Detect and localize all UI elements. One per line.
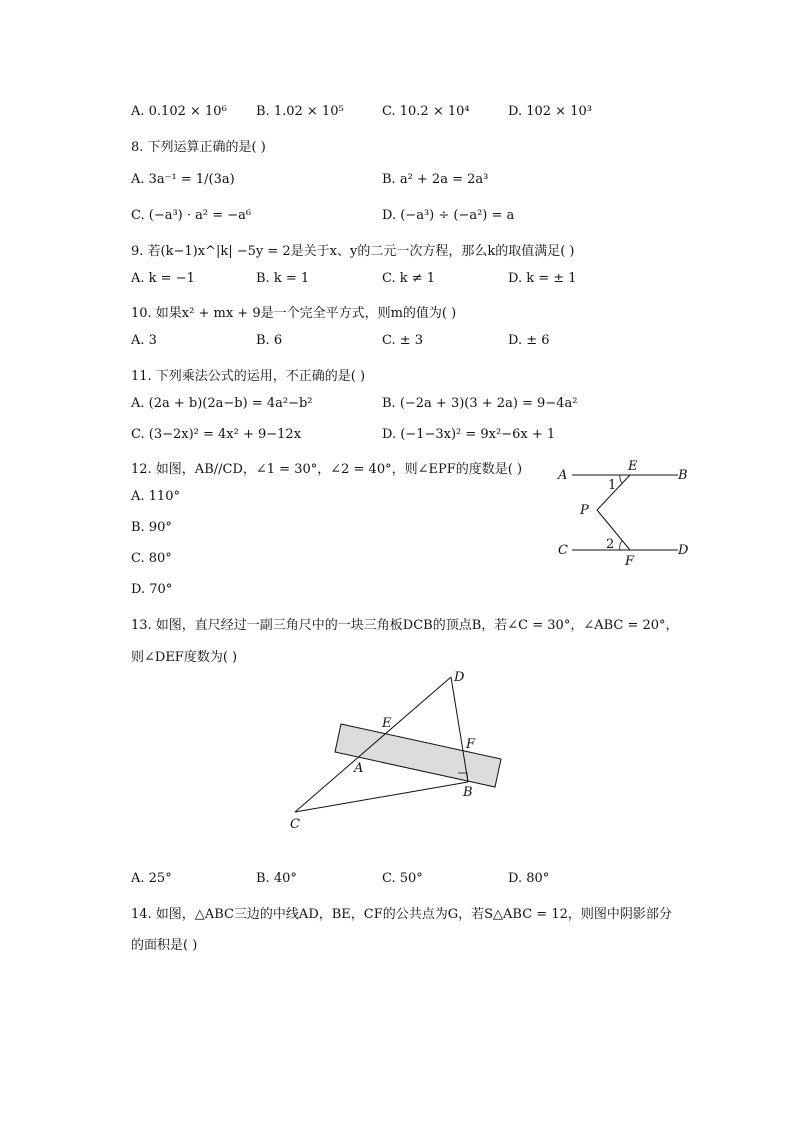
q14-stem-line2: 的面积是( ) xyxy=(131,938,198,953)
q14-stem-line1: 14. 如图，△ABC三边的中线AD，BE，CF的公共点为G，若S△ABC = 12，则图中阴影部分 xyxy=(131,907,672,922)
q11-stem: 11. 下列乘法公式的运用，不正确的是( ) xyxy=(131,369,366,384)
q12-option-a: A. 110° xyxy=(131,489,180,504)
q12-stem: 12. 如图，AB//CD，∠1 = 30°，∠2 = 40°，则∠EPF的度数是( ) xyxy=(131,462,523,477)
q10-option-c: C. ± 3 xyxy=(382,333,424,348)
q13-option-c: C. 50° xyxy=(382,871,423,886)
label-D: D xyxy=(678,543,689,558)
q7-option-d: D. 102 × 10³ xyxy=(508,104,592,119)
label-D: D xyxy=(454,670,465,685)
q8-option-b: B. a² + 2a = 2a³ xyxy=(382,172,489,187)
q12-figure xyxy=(550,455,700,575)
q10-option-a: A. 3 xyxy=(131,333,157,348)
label-A: A xyxy=(558,468,568,483)
label-F: F xyxy=(466,737,476,752)
label-E: E xyxy=(382,716,392,731)
label-E: E xyxy=(628,459,638,474)
q11-option-a: A. (2a + b)(2a−b) = 4a²−b² xyxy=(131,396,313,411)
q12-option-d: D. 70° xyxy=(131,582,173,597)
q10-option-d: D. ± 6 xyxy=(508,333,550,348)
q9-stem: 9. 若(k−1)x^|k| −5y = 2是关于x、y的二元一次方程，那么k的取值满足( ) xyxy=(131,244,575,259)
angle-2-arc xyxy=(620,541,622,550)
q8-stem: 8. 下列运算正确的是( ) xyxy=(131,140,266,155)
q13-figure xyxy=(280,665,520,835)
q7-option-b: B. 1.02 × 10⁵ xyxy=(256,104,344,119)
q11-option-b: B. (−2a + 3)(3 + 2a) = 9−4a² xyxy=(382,396,578,411)
q7-option-a: A. 0.102 × 10⁶ xyxy=(131,104,227,119)
q13-option-b: B. 40° xyxy=(256,871,297,886)
q9-option-d: D. k = ± 1 xyxy=(508,271,577,286)
q9-option-a: A. k = −1 xyxy=(131,271,195,286)
q10-option-b: B. 6 xyxy=(256,333,283,348)
segment-cb xyxy=(295,782,468,812)
label-angle-2: 2 xyxy=(606,537,615,552)
label-C: C xyxy=(290,817,300,832)
q9-option-b: B. k = 1 xyxy=(256,271,310,286)
label-F: F xyxy=(625,554,635,569)
label-angle-1: 1 xyxy=(608,478,617,493)
q8-option-a: A. 3a⁻¹ = 1/(3a) xyxy=(131,172,235,187)
q8-option-d: D. (−a³) ÷ (−a²) = a xyxy=(382,208,515,223)
angle-1-arc xyxy=(620,475,622,483)
q13-option-d: D. 80° xyxy=(508,871,550,886)
label-B: B xyxy=(678,468,688,483)
q13-stem-line1: 13. 如图，直尺经过一副三角尺中的一块三角板DCB的顶点B，若∠C = 30°，∠ABC = 20°， xyxy=(131,618,679,633)
q10-stem: 10. 如果x² + mx + 9是一个完全平方式，则m的值为( ) xyxy=(131,306,457,321)
q12-option-c: C. 80° xyxy=(131,551,172,566)
q12-option-b: B. 90° xyxy=(131,520,172,535)
label-A: A xyxy=(354,761,364,776)
q8-option-c: C. (−a³) · a² = −a⁶ xyxy=(131,208,252,223)
q7-option-c: C. 10.2 × 10⁴ xyxy=(382,104,470,119)
label-C: C xyxy=(558,543,568,558)
q9-option-c: C. k ≠ 1 xyxy=(382,271,436,286)
label-B: B xyxy=(463,785,473,800)
q13-stem-line2: 则∠DEF度数为( ) xyxy=(131,650,238,665)
q13-option-a: A. 25° xyxy=(131,871,172,886)
q11-option-d: D. (−1−3x)² = 9x²−6x + 1 xyxy=(382,427,556,442)
label-P: P xyxy=(580,503,589,518)
q11-option-c: C. (3−2x)² = 4x² + 9−12x xyxy=(131,427,302,442)
